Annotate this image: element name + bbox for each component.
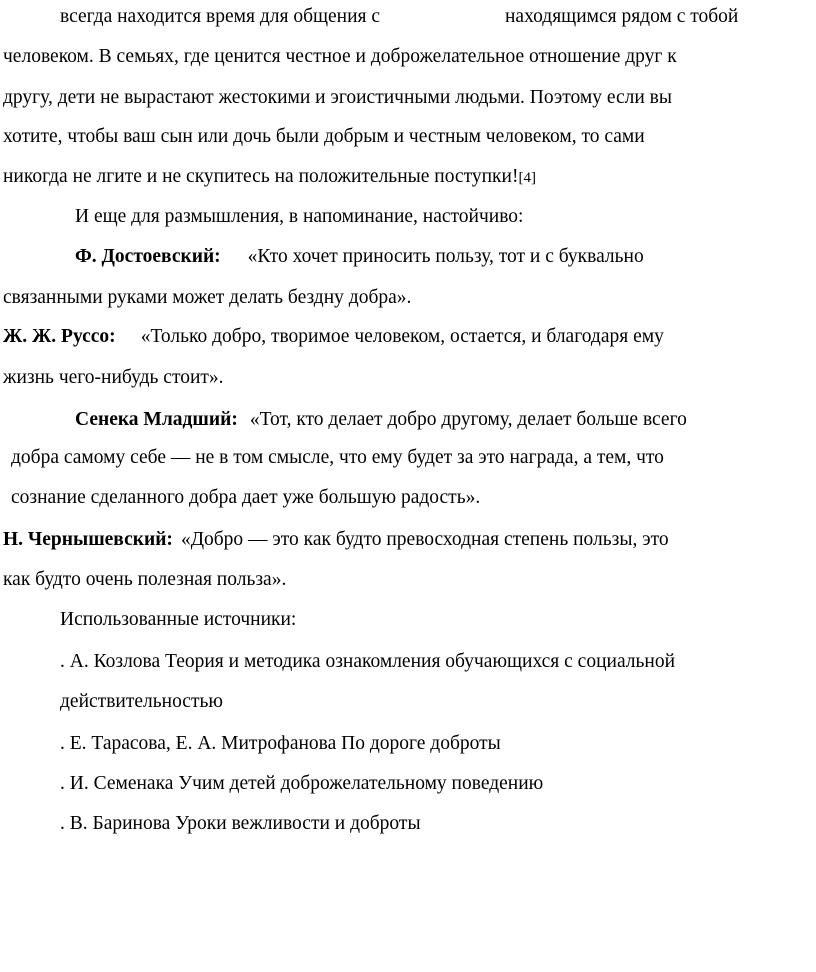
quote-line — [3, 528, 669, 552]
source-item: . В. Баринова Уроки вежливости и доброты — [60, 813, 421, 834]
quote-line: добра самому себе — не в том смысле, что ему будет за это награда, а тем, что — [11, 447, 664, 468]
paragraph-line — [60, 5, 380, 29]
paragraph-line — [3, 165, 536, 190]
source-item: . Е. Тарасова, Е. А. Митрофанова По дороге доброты — [60, 733, 501, 754]
quote-text: «Добро — это как будто превосходная степень пользы, это — [180, 529, 669, 550]
source-item: . И. Семенака Учим детей доброжелательному поведению — [60, 773, 544, 794]
quote-text: «Только добро, творимое человеком, остается, и благодаря ему — [140, 326, 664, 347]
quote-text: «Кто хочет приносить пользу, тот и с буквально — [247, 246, 644, 267]
paragraph-line: другу, дети не вырастают жестокими и эгоистичными людьми. Поэтому если вы — [3, 87, 672, 108]
source-item-continuation: действительностью — [60, 691, 223, 712]
intro-line: И еще для размышления, в напоминание, настойчиво: — [75, 206, 524, 227]
text-fragment: никогда не лгите и не скупитесь на положительные поступки! — [3, 166, 519, 187]
quote-line — [3, 325, 664, 349]
quote-author: Ф. Достоевский: — [75, 246, 221, 267]
quote-line: связанными руками может делать бездну добра». — [3, 287, 412, 308]
quote-line: как будто очень полезная польза». — [3, 569, 287, 590]
source-item: . А. Козлова Теория и методика ознакомления обучающихся с социальной — [60, 651, 676, 672]
paragraph-line: хотите, чтобы ваш сын или дочь были добрым и честным человеком, то сами — [3, 126, 645, 147]
quote-author: Н. Чернышевский: — [3, 529, 173, 550]
quote-author: Сенека Младший: — [75, 409, 238, 430]
quote-line — [75, 245, 644, 269]
text-fragment: находящимся рядом с тобой — [505, 6, 739, 27]
quote-line: сознание сделанного добра дает уже большую радость». — [11, 487, 481, 508]
quote-text: «Тот, кто делает добро другому, делает больше всего — [249, 409, 687, 430]
text-fragment: всегда находится время для общения с — [60, 6, 381, 27]
sources-heading: Использованные источники: — [60, 609, 297, 630]
quote-author: Ж. Ж. Руссо: — [3, 326, 116, 347]
paragraph-line: человеком. В семьях, где ценится честное и доброжелательное отношение друг к — [3, 46, 677, 67]
quote-line: жизнь чего-нибудь стоит». — [3, 367, 224, 388]
citation-reference: [4] — [518, 170, 536, 186]
paragraph-line — [505, 5, 738, 29]
quote-line — [75, 408, 687, 432]
